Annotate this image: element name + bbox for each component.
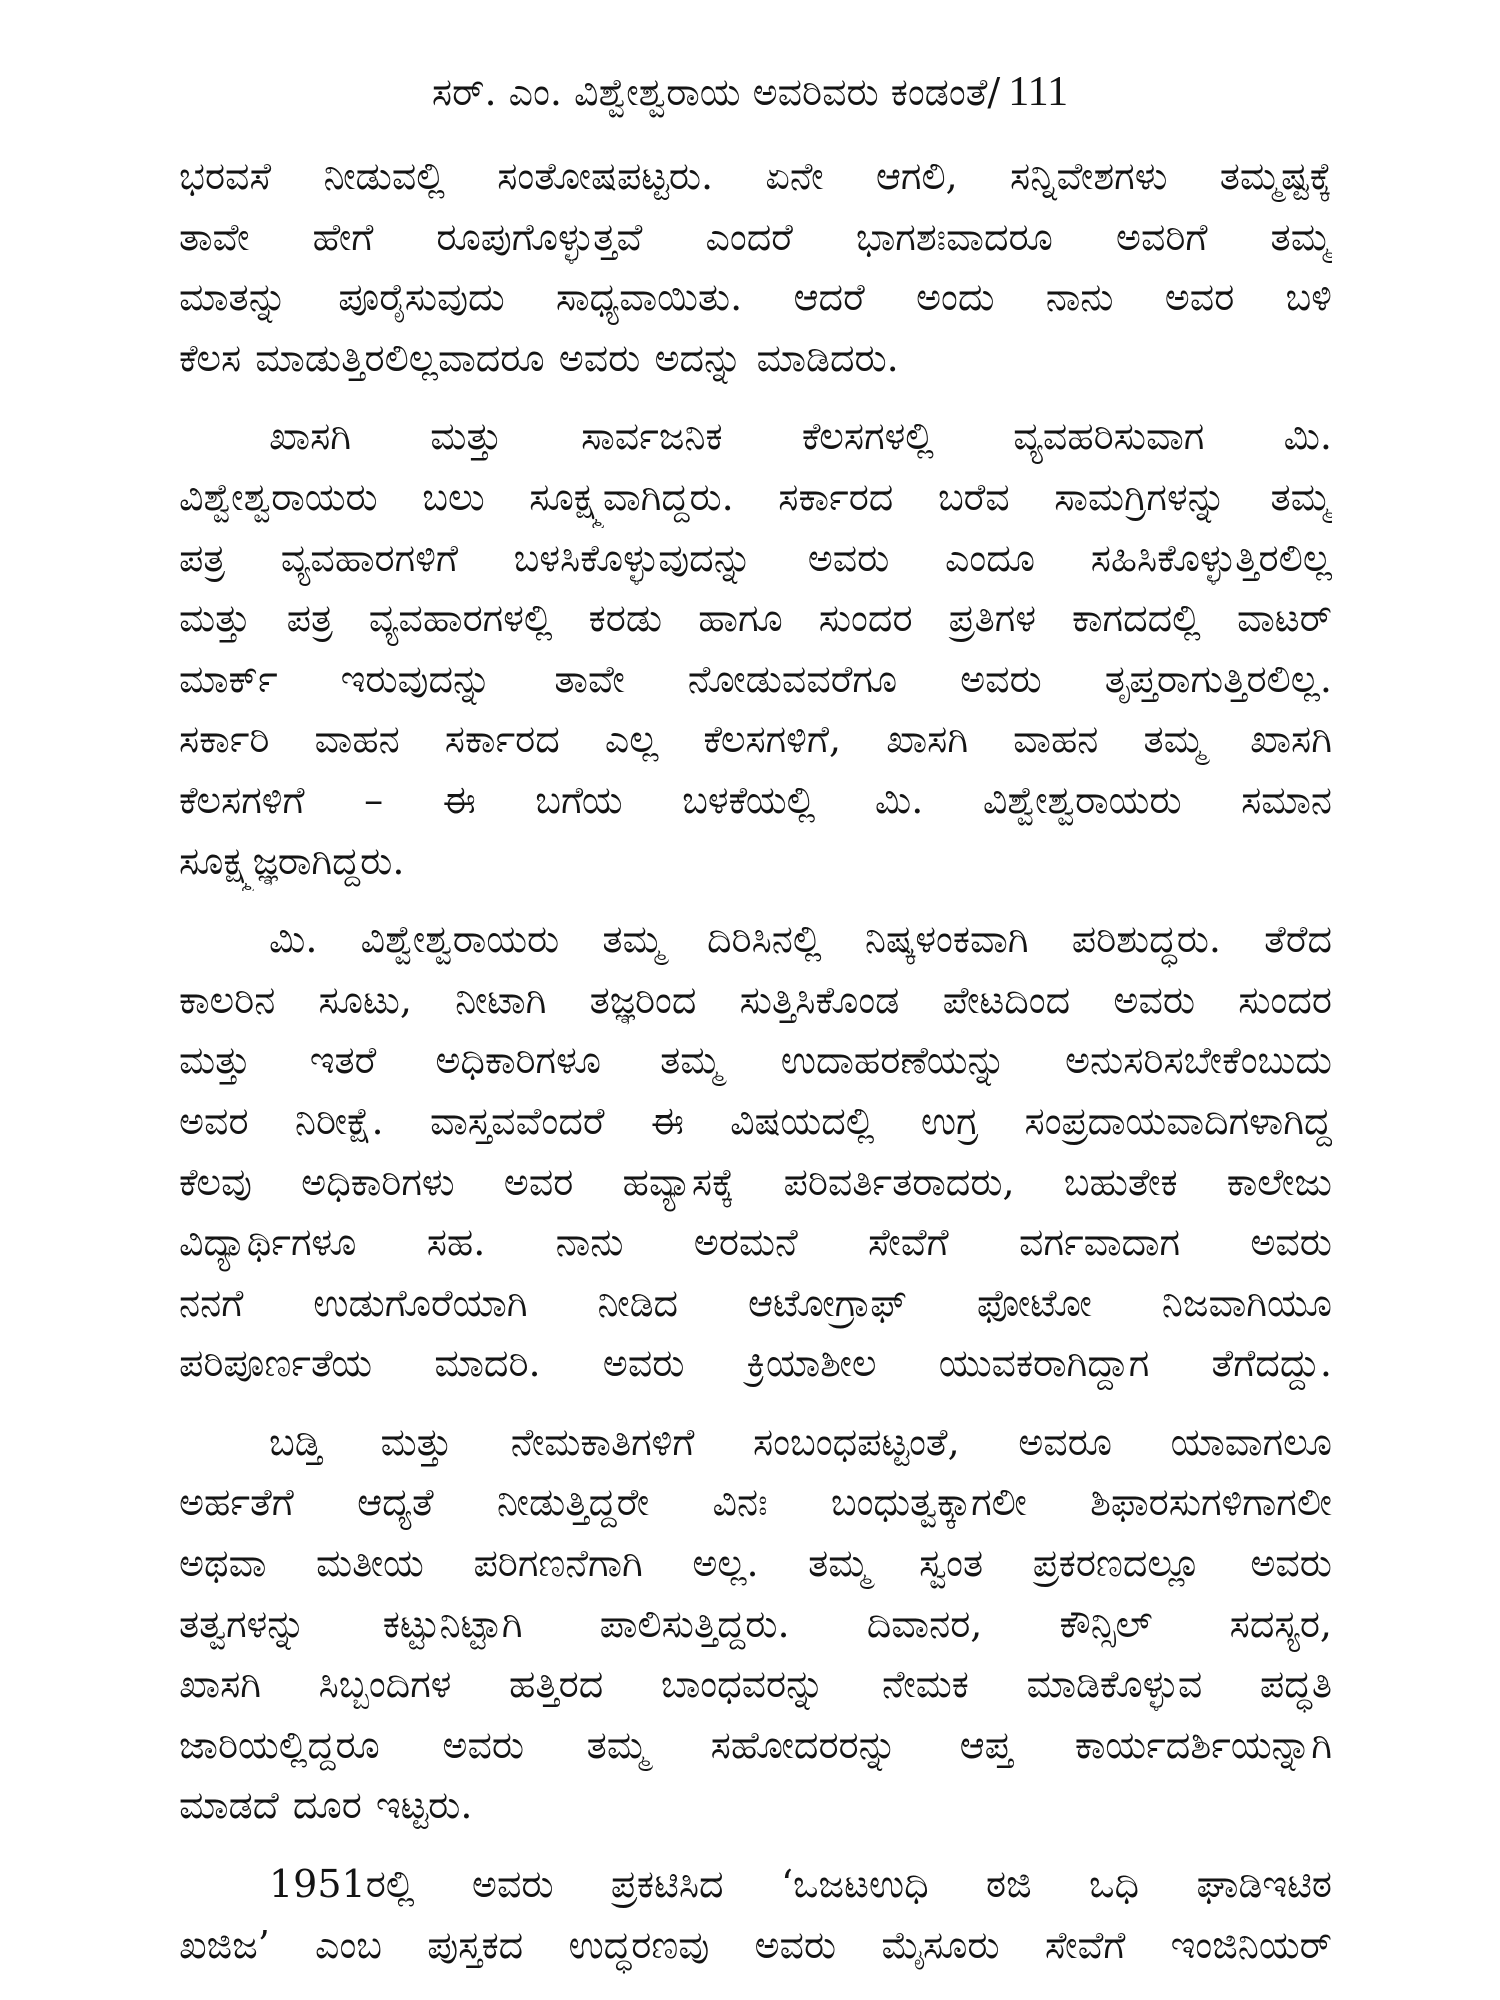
- text-line: ತಾವೇ ಹೇಗೆ ರೂಪುಗೊಳ್ಳುತ್ತವೆ ಎಂದರೆ ಭಾಗಶಃವಾದರೂ ಅವರಿಗೆ ತಮ್ಮ: [179, 214, 1332, 259]
- text-line: ಮಾಡದೆ ದೂರ ಇಟ್ಟರು.: [179, 1783, 473, 1828]
- text-line: ಖಾಸಗಿ ಮತ್ತು ಸಾರ್ವಜನಿಕ ಕೆಲಸಗಳಲ್ಲಿ ವ್ಯವಹರಿಸುವಾಗ ಮಿ.: [269, 414, 1332, 459]
- text-line: ಖಾಸಗಿ ಸಿಬ್ಬಂದಿಗಳ ಹತ್ತಿರದ ಬಾಂಧವರನ್ನು ನೇಮಕ ಮಾಡಿಕೊಳ್ಳುವ ಪದ್ಧತಿ: [179, 1662, 1332, 1707]
- text-line: ಸೂಕ್ಷ್ಮಜ್ಞರಾಗಿದ್ದರು.: [179, 838, 405, 883]
- paragraph: [179, 146, 1332, 388]
- text-line: ಮತ್ತು ಇತರೆ ಅಧಿಕಾರಿಗಳೂ ತಮ್ಮ ಉದಾಹರಣೆಯನ್ನು ಅನುಸರಿಸಬೇಕೆಂಬುದು: [179, 1038, 1332, 1083]
- text-line: 1951ರಲ್ಲಿ ಅವರು ಪ್ರಕಟಿಸಿದ ‘ಒಜಟಉಧಿ ಠಜಿ ಒಧಿ ಘಾಡಿಇಟಿಠ: [269, 1862, 1332, 1907]
- paragraph: [179, 909, 1332, 1394]
- text-line: ಬಡ್ತಿ ಮತ್ತು ನೇಮಕಾತಿಗಳಿಗೆ ಸಂಬಂಧಪಟ್ಟಂತೆ, ಅವರೂ ಯಾವಾಗಲೂ: [269, 1419, 1332, 1464]
- paragraph: [179, 406, 1332, 891]
- text-line: ಜಾರಿಯಲ್ಲಿದ್ದರೂ ಅವರು ತಮ್ಮ ಸಹೋದರರನ್ನು ಆಪ್ತ ಕಾರ್ಯದರ್ಶಿಯನ್ನಾಗಿ: [179, 1722, 1332, 1767]
- paragraph: [179, 1854, 1332, 1975]
- text-line: ಮಿ. ವಿಶ್ವೇಶ್ವರಾಯರು ತಮ್ಮ ದಿರಿಸಿನಲ್ಲಿ ನಿಷ್ಕಳಂಕವಾಗಿ ಪರಿಶುದ್ಧರು. ತೆರೆದ: [269, 917, 1332, 962]
- text-line: ಕೆಲಸ ಮಾಡುತ್ತಿರಲಿಲ್ಲವಾದರೂ ಅವರು ಅದನ್ನು ಮಾಡಿದರು.: [179, 335, 899, 380]
- text-line: ವಿಶ್ವೇಶ್ವರಾಯರು ಬಲು ಸೂಕ್ಷ್ಮವಾಗಿದ್ದರು. ಸರ್ಕಾರದ ಬರೆವ ಸಾಮಗ್ರಿಗಳನ್ನು ತಮ್ಮ: [179, 474, 1332, 519]
- text-line: ಪರಿಪೂರ್ಣತೆಯ ಮಾದರಿ. ಅವರು ಕ್ರಿಯಾಶೀಲ ಯುವಕರಾಗಿದ್ದಾಗ ತೆಗೆದದ್ದು.: [179, 1341, 1332, 1386]
- paragraph: [179, 1412, 1332, 1836]
- text-line: ಭರವಸೆ ನೀಡುವಲ್ಲಿ ಸಂತೋಷಪಟ್ಟರು. ಏನೇ ಆಗಲಿ, ಸನ್ನಿವೇಶಗಳು ತಮ್ಮಷ್ಟಕ್ಕೆ: [179, 154, 1332, 198]
- text-line: ಅವರ ನಿರೀಕ್ಷೆ. ವಾಸ್ತವವೆಂದರೆ ಈ ವಿಷಯದಲ್ಲಿ ಉಗ್ರ ಸಂಪ್ರದಾಯವಾದಿಗಳಾಗಿದ್ದ: [179, 1098, 1332, 1143]
- text-line: ಅಥವಾ ಮತೀಯ ಪರಿಗಣನೆಗಾಗಿ ಅಲ್ಲ. ತಮ್ಮ ಸ್ವಂತ ಪ್ರಕರಣದಲ್ಲೂ ಅವರು: [179, 1541, 1332, 1586]
- text-line: ಕೆಲಸಗಳಿಗೆ – ಈ ಬಗೆಯ ಬಳಕೆಯಲ್ಲಿ ಮಿ. ವಿಶ್ವೇಶ್ವರಾಯರು ಸಮಾನ: [179, 777, 1332, 822]
- text-line: ಖಜಿಜ’ ಎಂಬ ಪುಸ್ತಕದ ಉದ್ಧರಣವು ಅವರು ಮೈಸೂರು ಸೇವೆಗೆ ಇಂಜಿನಿಯರ್: [179, 1922, 1332, 1967]
- text-line: ವಿದ್ಯಾರ್ಥಿಗಳೂ ಸಹ. ನಾನು ಅರಮನೆ ಸೇವೆಗೆ ವರ್ಗವಾದಾಗ ಅವರು: [179, 1220, 1332, 1265]
- text-line: ಸರ್ಕಾರಿ ವಾಹನ ಸರ್ಕಾರದ ಎಲ್ಲ ಕೆಲಸಗಳಿಗೆ, ಖಾಸಗಿ ವಾಹನ ತಮ್ಮ ಖಾಸಗಿ: [179, 717, 1332, 762]
- text-line: ತತ್ವಗಳನ್ನು ಕಟ್ಟುನಿಟ್ಟಾಗಿ ಪಾಲಿಸುತ್ತಿದ್ದರು. ದಿವಾನರ, ಕೌನ್ಸಿಲ್ ಸದಸ್ಯರ,: [179, 1601, 1332, 1646]
- text-line: ಕಾಲರಿನ ಸೂಟು, ನೀಟಾಗಿ ತಜ್ಞರಿಂದ ಸುತ್ತಿಸಿಕೊಂಡ ಪೇಟದಿಂದ ಅವರು ಸುಂದರ: [179, 977, 1332, 1022]
- page-number: 111: [1008, 69, 1069, 115]
- text-line: ಕೆಲವು ಅಧಿಕಾರಿಗಳು ಅವರ ಹವ್ಯಾಸಕ್ಕೆ ಪರಿವರ್ತಿತರಾದರು, ಬಹುತೇಕ ಕಾಲೇಜು: [179, 1159, 1332, 1204]
- text-line: ಅರ್ಹತೆಗೆ ಆದ್ಯತೆ ನೀಡುತ್ತಿದ್ದರೇ ವಿನಃ ಬಂಧುತ್ವಕ್ಕಾಗಲೀ ಶಿಫಾರಸುಗಳಿಗಾಗಲೀ: [179, 1480, 1332, 1525]
- text-line: ಮಾರ್ಕ್ ಇರುವುದನ್ನು ತಾವೇ ನೋಡುವವರೆಗೂ ಅವರು ತೃಪ್ತರಾಗುತ್ತಿರಲಿಲ್ಲ.: [179, 656, 1332, 701]
- text-line: ಪತ್ರ ವ್ಯವಹಾರಗಳಿಗೆ ಬಳಸಿಕೊಳ್ಳುವುದನ್ನು ಅವರು ಎಂದೂ ಸಹಿಸಿಕೊಳ್ಳುತ್ತಿರಲಿಲ್ಲ: [179, 535, 1332, 580]
- header-title: ಸರ್. ಎಂ. ವಿಶ್ವೇಶ್ವರಾಯ ಅವರಿವರು ಕಂಡಂತೆ/: [431, 70, 1001, 114]
- text-line: ಮಾತನ್ನು ಪೂರೈಸುವುದು ಸಾಧ್ಯವಾಯಿತು. ಆದರೆ ಅಂದು ನಾನು ಅವರ ಬಳಿ: [179, 275, 1332, 320]
- text-line: ಮತ್ತು ಪತ್ರ ವ್ಯವಹಾರಗಳಲ್ಲಿ ಕರಡು ಹಾಗೂ ಸುಂದರ ಪ್ರತಿಗಳ ಕಾಗದದಲ್ಲಿ ವಾಟರ್: [179, 596, 1332, 641]
- body-text: [179, 146, 1332, 1975]
- text-line: ನನಗೆ ಉಡುಗೊರೆಯಾಗಿ ನೀಡಿದ ಆಟೋಗ್ರಾಫ್ ಫೋಟೋ ನಿಜವಾಗಿಯೂ: [179, 1280, 1332, 1325]
- running-header: [0, 62, 1500, 122]
